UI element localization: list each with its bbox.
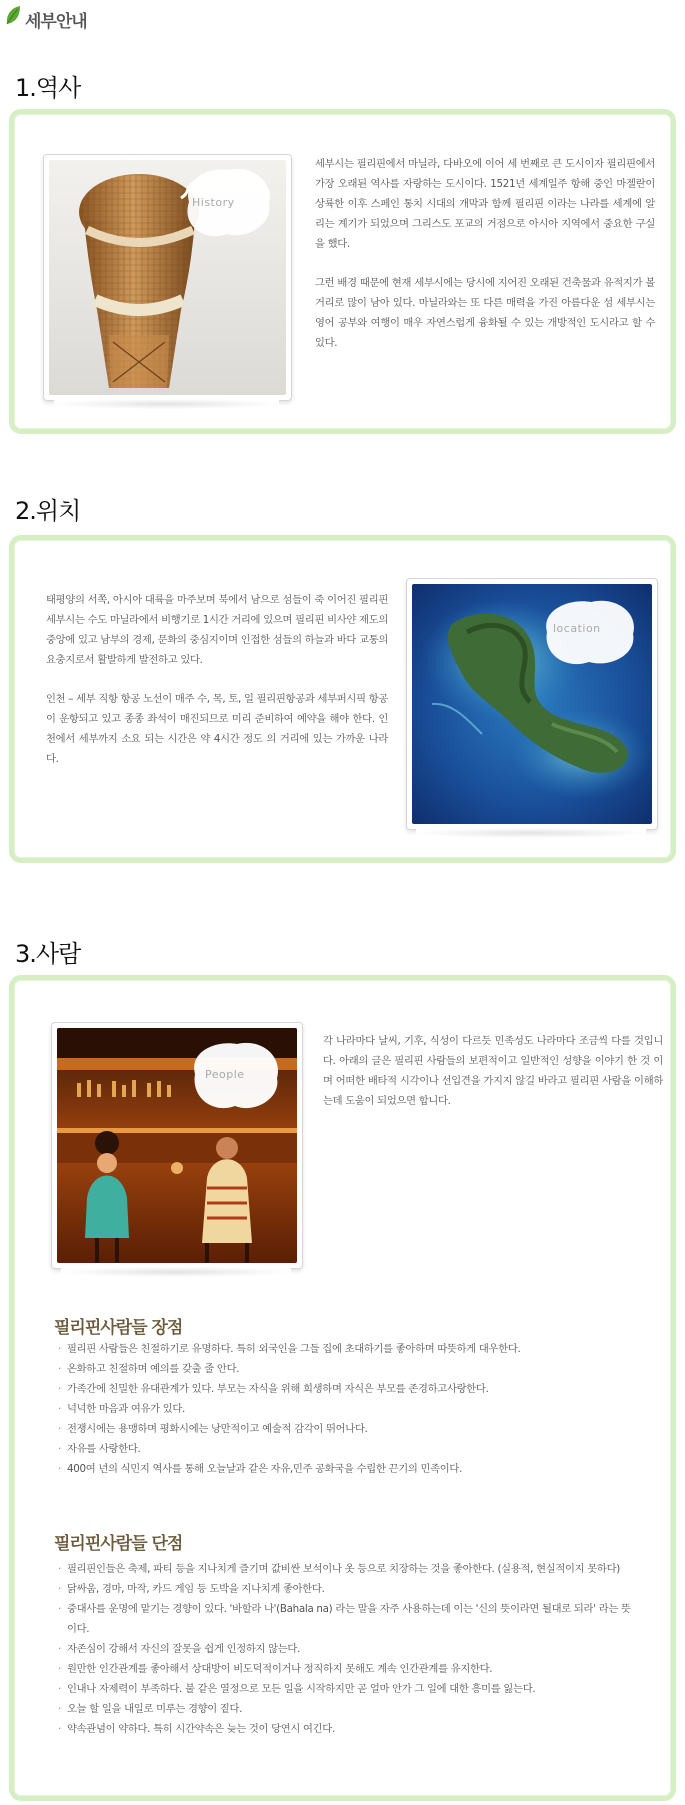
people-photo-shadow: [61, 1267, 291, 1277]
list-item: · 전쟁시에는 용맹하며 평화시에는 낭만적이고 예술적 감각이 뛰어나다.: [58, 1419, 638, 1439]
location-paragraph-1: 태평양의 서쪽, 아시아 대륙을 마주보며 북에서 남으로 섬들이 죽 이어진 필리핀 세부시는 수도 마닐라에서 비행기로 1시간 거리에 있으며 필리핀 비사얀 제도의 중앙에 있고 남부의 경제, 문화의 중심지이며 인접한 섬들의 하늘과 바다 교통의 요충지로서 활발하게 발전하고 있다.: [46, 594, 388, 666]
people-paragraph-1: 각 나라마다 날씨, 기후, 식성이 다르듯 민족성도 나라마다 조금씩 다를 것입니다. 아래의 글은 필리핀 사람들의 보편적이고 일반적인 성향을 이야기 한 것 이며 어떠한 배타적 시각이나 선입견을 가지지 않길 바라고 필리핀 사람을 이해하는데 도움이 되었으면 합니다.: [323, 1035, 663, 1107]
page-header: [0, 0, 685, 36]
section-title-location: 2.위치: [15, 497, 81, 525]
location-photo-frame: [406, 578, 658, 830]
people-text: [323, 1031, 663, 1130]
list-item: · 필리핀 사람들은 친절하기로 유명하다. 특히 외국인을 그들 집에 초대하기를 좋아하며 따뜻하게 대우한다.: [58, 1339, 638, 1359]
list-item: · 넉넉한 마음과 여유가 있다.: [58, 1399, 638, 1419]
strengths-title: 필리핀사람들 장점: [54, 1318, 183, 1338]
list-item: · 온화하고 친절하며 예의를 갖출 줄 안다.: [58, 1359, 638, 1379]
list-item: · 자존심이 강해서 자신의 잘못을 쉽게 인정하지 않는다.: [58, 1639, 638, 1659]
history-photo-label: History: [192, 196, 235, 209]
leaf-icon: [4, 4, 22, 26]
list-item: · 자유를 사랑한다.: [58, 1439, 638, 1459]
page-title: 세부안내: [25, 12, 87, 32]
location-panel: [9, 535, 676, 863]
list-item: · 가족간에 친밀한 유대관계가 있다. 부모는 자식을 위해 희생하며 자식은 부모를 존경하고사랑한다.: [58, 1379, 638, 1399]
list-item: · 약속관념이 약하다. 특히 시간약속은 늦는 것이 당연시 여긴다.: [58, 1719, 638, 1739]
section-title-history: 1.역사: [15, 74, 81, 102]
history-photo-shadow: [54, 399, 279, 409]
location-photo: [412, 584, 652, 824]
list-item: · 400여 년의 식민지 역사를 통해 오늘날과 같은 자유,민주 공화국을 수립한 끈기의 민족이다.: [58, 1459, 638, 1479]
history-panel: [9, 109, 676, 434]
history-paragraph-2: 그런 배경 때문에 현재 세부시에는 당시에 지어진 오래된 건축물과 유적지가 볼거리로 많이 남아 있다. 마닐라와는 또 다른 매력을 가진 아름다운 섬 세부시는 영어 공부와 여행이 매우 자연스럽게 융화될 수 있는 개방적인 도시라고 할 수 있다.: [315, 277, 655, 349]
history-text: [315, 154, 655, 372]
people-photo: [57, 1028, 297, 1263]
people-photo-frame: [51, 1022, 303, 1269]
history-photo: [49, 160, 286, 395]
history-paragraph-1: 세부시는 필리핀에서 마닐라, 다바오에 이어 세 번째로 큰 도시이자 필리핀에서 가장 오래된 역사를 자랑하는 도시이다. 1521년 세계일주 항해 중인 마젤란이 상륙한 이후 스페인 통치 시대의 개막과 함께 필리핀 이라는 나라를 세계에 알리는 계기가 되었으며 그리스도 포교의 거점으로 아시아 지역에서 중요한 구실을 했다.: [315, 158, 655, 250]
location-text: [46, 590, 388, 788]
history-photo-frame: [43, 154, 292, 401]
weaknesses-list: [58, 1559, 638, 1739]
list-item: · 필리핀인들은 축제, 파티 등을 지나치게 즐기며 값비싼 보석이나 옷 등으로 치장하는 것을 좋아한다. (실용적, 현실적이지 못하다): [58, 1559, 638, 1579]
location-photo-shadow: [416, 828, 646, 838]
list-item: · 닭싸움, 경마, 마작, 카드 게임 등 도박을 지나치게 좋아한다.: [58, 1579, 638, 1599]
section-title-people: 3.사람: [15, 940, 81, 968]
strengths-list: [58, 1339, 638, 1479]
list-item: · 오늘 할 일을 내일로 미루는 경향이 짙다.: [58, 1699, 638, 1719]
list-item: · 원만한 인간관계를 좋아해서 상대방이 비도덕적이거나 정직하지 못해도 계속 인간관계를 유지한다.: [58, 1659, 638, 1679]
weaknesses-title: 필리핀사람들 단점: [54, 1534, 183, 1554]
list-item: · 중대사를 운명에 맡기는 경향이 있다. '바할라 나'(Bahala na) 라는 말을 자주 사용하는데 이는 '신의 뜻이라면 될대로 되라' 라는 뜻이다.: [58, 1599, 638, 1639]
list-item: · 인내나 자제력이 부족하다. 불 같은 열정으로 모든 일을 시작하지만 곧 얼마 안가 그 일에 대한 흥미를 잃는다.: [58, 1679, 638, 1699]
location-paragraph-2: 인천 – 세부 직항 항공 노선이 매주 수, 목, 토, 일 필리핀항공과 세부퍼시픽 항공이 운항되고 있고 종종 좌석이 매진되므로 미리 준비하여 예약을 해야 한다. 인천에서 세부까지 소요 되는 시간은 약 4시간 정도 의 거리에 있는 가까운 나라다.: [46, 693, 388, 765]
location-photo-label: location: [553, 622, 601, 635]
people-photo-label: People: [205, 1068, 245, 1081]
